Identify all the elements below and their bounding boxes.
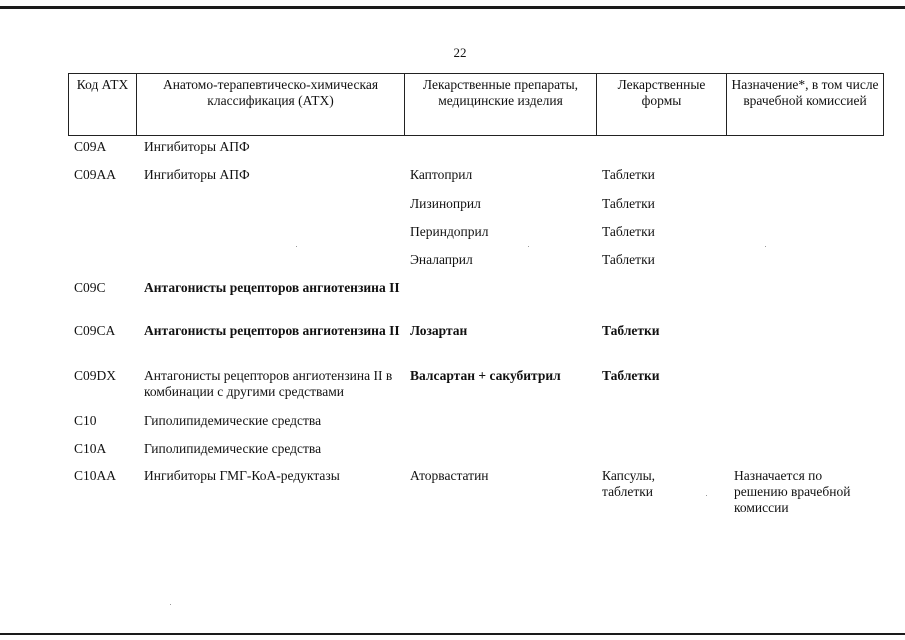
row-form: Таблетки [602, 368, 660, 383]
bottom-rule [0, 633, 905, 635]
row-drug: Эналаприл [410, 252, 473, 267]
row-code: C10A [74, 441, 107, 456]
scan-speck [706, 495, 707, 496]
scan-speck [528, 246, 529, 247]
row-code: C09AA [74, 167, 117, 182]
row-code: C09CA [74, 323, 116, 338]
row-code: C09DX [74, 368, 117, 383]
row-classification: Антагонисты рецепторов ангиотензина II [144, 280, 400, 295]
row-code: C10AA [74, 468, 117, 483]
scan-speck [170, 604, 171, 605]
page-number: 22 [453, 45, 467, 60]
header-purpose: Назначение*, в том числе врачебной комиссией [731, 77, 879, 108]
row-form: Таблетки [602, 323, 660, 338]
row-drug: Лозартан [410, 323, 468, 338]
row-classification: Ингибиторы ГМГ-КоА-редуктазы [144, 468, 340, 483]
header-drugs: Лекарственные препараты, медицинские изделия [405, 74, 597, 135]
row-classification: Антагонисты рецепторов ангиотензина II в комбинации с другими средствами [144, 368, 393, 399]
row-classification: Антагонисты рецепторов ангиотензина II [144, 323, 400, 338]
row-drug: Аторвастатин [410, 468, 489, 483]
table-header [68, 73, 884, 136]
row-classification: Гиполипидемические средства [144, 441, 322, 456]
row-purpose: Назначается по решению врачебной комиссии [734, 468, 851, 515]
top-rule [0, 6, 905, 9]
row-drug: Каптоприл [410, 167, 473, 182]
row-code: C10 [74, 413, 97, 428]
header-forms: Лекарственные формы [597, 74, 727, 135]
row-form: Таблетки [602, 252, 655, 267]
row-drug: Валсартан + сакубитрил [410, 368, 561, 383]
row-classification: Ингибиторы АПФ [144, 167, 250, 182]
header-code: Код АТХ [69, 74, 137, 135]
row-form: Капсулы, таблетки [602, 468, 656, 499]
row-form: Таблетки [602, 196, 655, 211]
row-code: C09A [74, 139, 107, 154]
row-classification: Ингибиторы АПФ [144, 139, 250, 154]
scan-speck [296, 246, 297, 247]
row-drug: Лизиноприл [410, 196, 481, 211]
header-classification: Анатомо-терапевтическо-химическая классификация (АТХ) [137, 74, 405, 135]
row-drug: Периндоприл [410, 224, 489, 239]
row-form: Таблетки [602, 167, 655, 182]
row-form: Таблетки [602, 224, 655, 239]
scan-speck [765, 246, 766, 247]
row-code: C09C [74, 280, 106, 295]
row-classification: Гиполипидемические средства [144, 413, 322, 428]
